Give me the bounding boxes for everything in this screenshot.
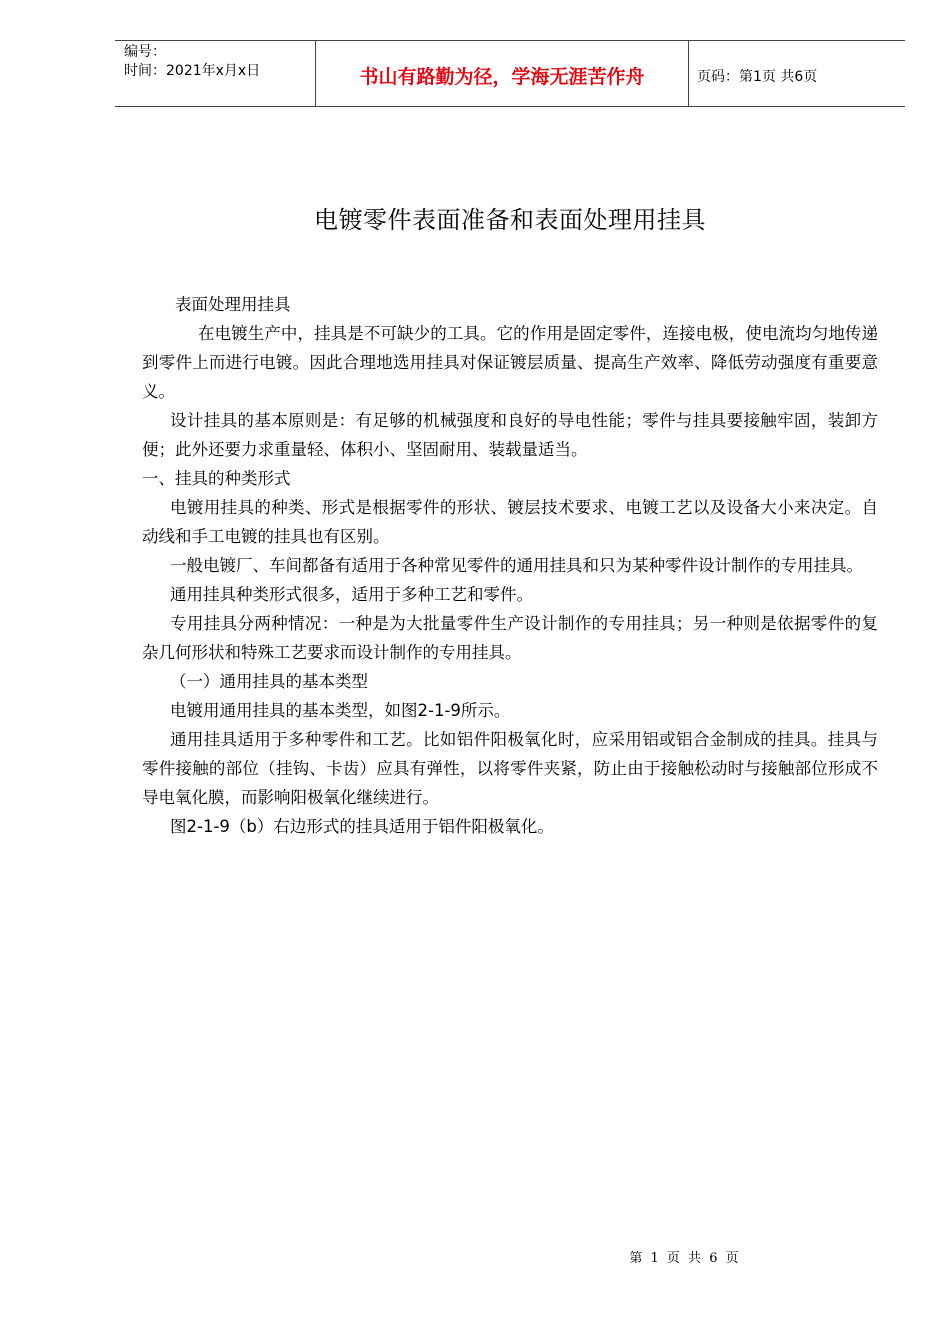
header-meta	[115, 41, 315, 106]
paragraph: 在电镀生产中，挂具是不可缺少的工具。它的作用是固定零件，连接电极，使电流均匀地传递到零件上而进行电镀。因此合理地选用挂具对保证镀层质量、提高生产效率、降低劳动强度有重要意义。	[142, 324, 878, 401]
page-header	[115, 40, 905, 107]
page-footer: 第 1 页 共 6 页	[629, 1251, 741, 1266]
document-body	[142, 290, 878, 841]
paragraph: 电镀用挂具的种类、形式是根据零件的形状、镀层技术要求、电镀工艺以及设备大小来决定。自动线和手工电镀的挂具也有区别。	[142, 498, 878, 546]
section-heading: 表面处理用挂具	[175, 295, 291, 314]
paragraph: 图2-1-9（b）右边形式的挂具适用于铝件阳极氧化。	[170, 817, 554, 836]
section-heading: 一、挂具的种类形式	[142, 469, 291, 488]
serial-label: 编号：	[124, 44, 166, 60]
paragraph: 专用挂具分两种情况：一种是为大批量零件生产设计制作的专用挂具；另一种则是依据零件的复杂几何形状和特殊工艺要求而设计制作的专用挂具。	[142, 614, 878, 662]
paragraph: 电镀用通用挂具的基本类型，如图2-1-9所示。	[170, 701, 511, 720]
paragraph: 设计挂具的基本原则是：有足够的机械强度和良好的导电性能；零件与挂具要接触牢固，装卸方便；此外还要力求重量轻、体积小、坚固耐用、装载量适当。	[142, 411, 878, 459]
paragraph: 通用挂具种类形式很多，适用于多种工艺和零件。	[170, 585, 533, 604]
header-page-label: 页码：第1页 共6页	[697, 68, 818, 85]
time-label: 时间：2021年x月x日	[124, 63, 261, 79]
document-title: 电镀零件表面准备和表面处理用挂具	[314, 206, 706, 234]
subsection-heading: （一）通用挂具的基本类型	[170, 672, 368, 691]
header-motto: 书山有路勤为径，学海无涯苦作舟	[315, 41, 689, 106]
paragraph: 一般电镀厂、车间都备有适用于各种常见零件的通用挂具和只为某种零件设计制作的专用挂具。	[170, 556, 863, 575]
paragraph: 通用挂具适用于多种零件和工艺。比如铝件阳极氧化时，应采用铝或铝合金制成的挂具。挂具与零件接触的部位（挂钩、卡齿）应具有弹性，以将零件夹紧，防止由于接触松动时与接触部位形成不导电氧化膜，而影响阳极氧化继续进行。	[142, 730, 878, 807]
